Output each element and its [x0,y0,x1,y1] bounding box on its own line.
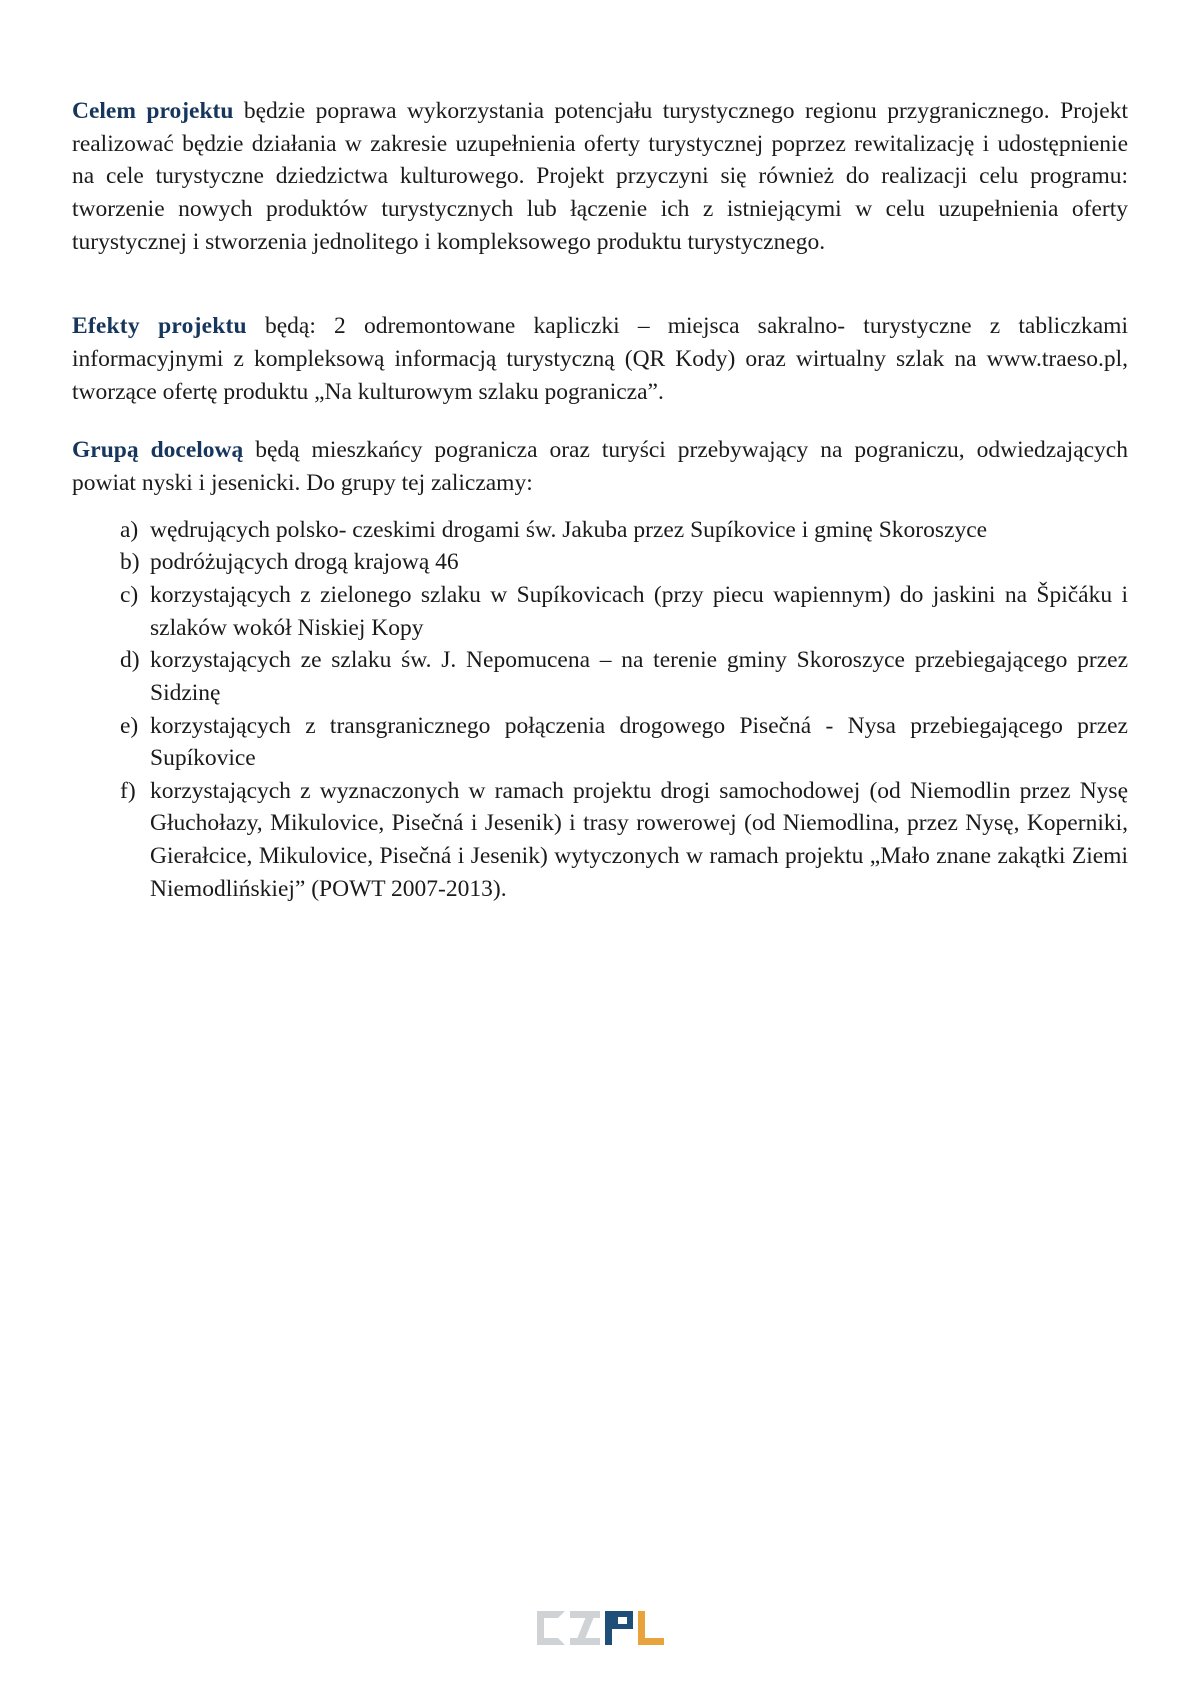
document-body [72,95,1128,905]
list-item-marker: e) [120,712,139,739]
paragraph-effects-text: będą: 2 odremontowane kapliczki – miejsca sakralno- turystyczne z tabliczkami informacyjnymi z kompleksową informacją turystyczną (QR Kody) oraz wirtualny szlak na www.traeso.pl, tworzące ofertę produktu „Na kulturowym szlaku pogranicza”. [72,313,1128,405]
spacer-2 [72,408,1128,434]
list-item-text: wędrujących polsko- czeskimi drogami św. Jakuba przez Supíkovice i gminę Skoroszyce [150,516,988,543]
letter-z-icon [570,1611,600,1645]
target-group-list [72,514,1128,906]
list-item [72,710,1128,775]
list-item-text: korzystających z wyznaczonych w ramach projektu drogi samochodowej (od Niemodlin przez Nysę Głuchołazy, Mikulovice, Pisečná i Jesenik) i trasy rowerowej (od Niemodlina, przez Nysę, Koperniki, Gierałcice, Mikulovice, Pisečná i Jesenik) wytyczonych w ramach projektu „Mało znane zakątki Ziemi Niemodlińskiej” (POWT 2007-2013). [150,777,1128,902]
list-item [72,546,1128,579]
list-item [72,644,1128,709]
paragraph-goal-lead: Celem projektu [72,98,234,124]
list-item-marker: a) [120,516,139,543]
paragraph-target-group [72,434,1128,499]
letter-p-icon [605,1611,633,1645]
list-item-marker: d) [120,647,140,674]
paragraph-effects [72,310,1128,408]
paragraph-goal-text: będzie poprawa wykorzystania potencjału turystycznego regionu przygranicznego. Projekt realizować będzie działania w zakresie uzupełnienia oferty turystycznej poprzez rewitalizację i udostępnienie na cele turystyczne dziedzictwa kulturowego. Projekt przyczyni się również do realizacji celu programu: tworzenie nowych produktów turystycznych lub łączenie ich z istniejącymi w celu uzupełnienia oferty turystycznej i stworzenia jednolitego i kompleksowego produktu turystycznego. [72,98,1128,255]
paragraph-target-group-lead: Grupą docelową [72,437,244,464]
list-item-marker: c) [120,581,139,608]
list-item-marker: f) [120,777,136,804]
spacer-1 [72,258,1128,310]
list-item-marker: b) [120,549,140,576]
list-item [72,514,1128,547]
footer-logo-czpl [0,1603,1200,1645]
letter-l-icon [638,1611,664,1645]
logo-glyphs [537,1611,664,1645]
letter-c-icon [537,1611,565,1645]
list-item [72,579,1128,644]
paragraph-effects-lead: Efekty projektu [72,313,247,340]
paragraph-goal [72,95,1128,258]
list-item [72,775,1128,906]
list-item-text: korzystających ze szlaku św. J. Nepomucena – na terenie gminy Skoroszyce przebiegającego przez Sidzinę [150,647,1128,706]
paragraph-target-group-text: będą mieszkańcy pogranicza oraz turyści przebywający na pograniczu, odwiedzających powiat nyski i jesenicki. Do grupy tej zaliczamy: [72,437,1128,496]
list-item-text: korzystających z zielonego szlaku w Supíkovicach (przy piecu wapiennym) do jaskini na Špičáku i szlaków wokół Niskiej Kopy [150,581,1128,641]
list-item-text: podróżujących drogą krajową 46 [150,549,459,576]
list-item-text: korzystających z transgranicznego połączenia drogowego Pisečná - Nysa przebiegającego przez Supíkovice [150,712,1128,772]
